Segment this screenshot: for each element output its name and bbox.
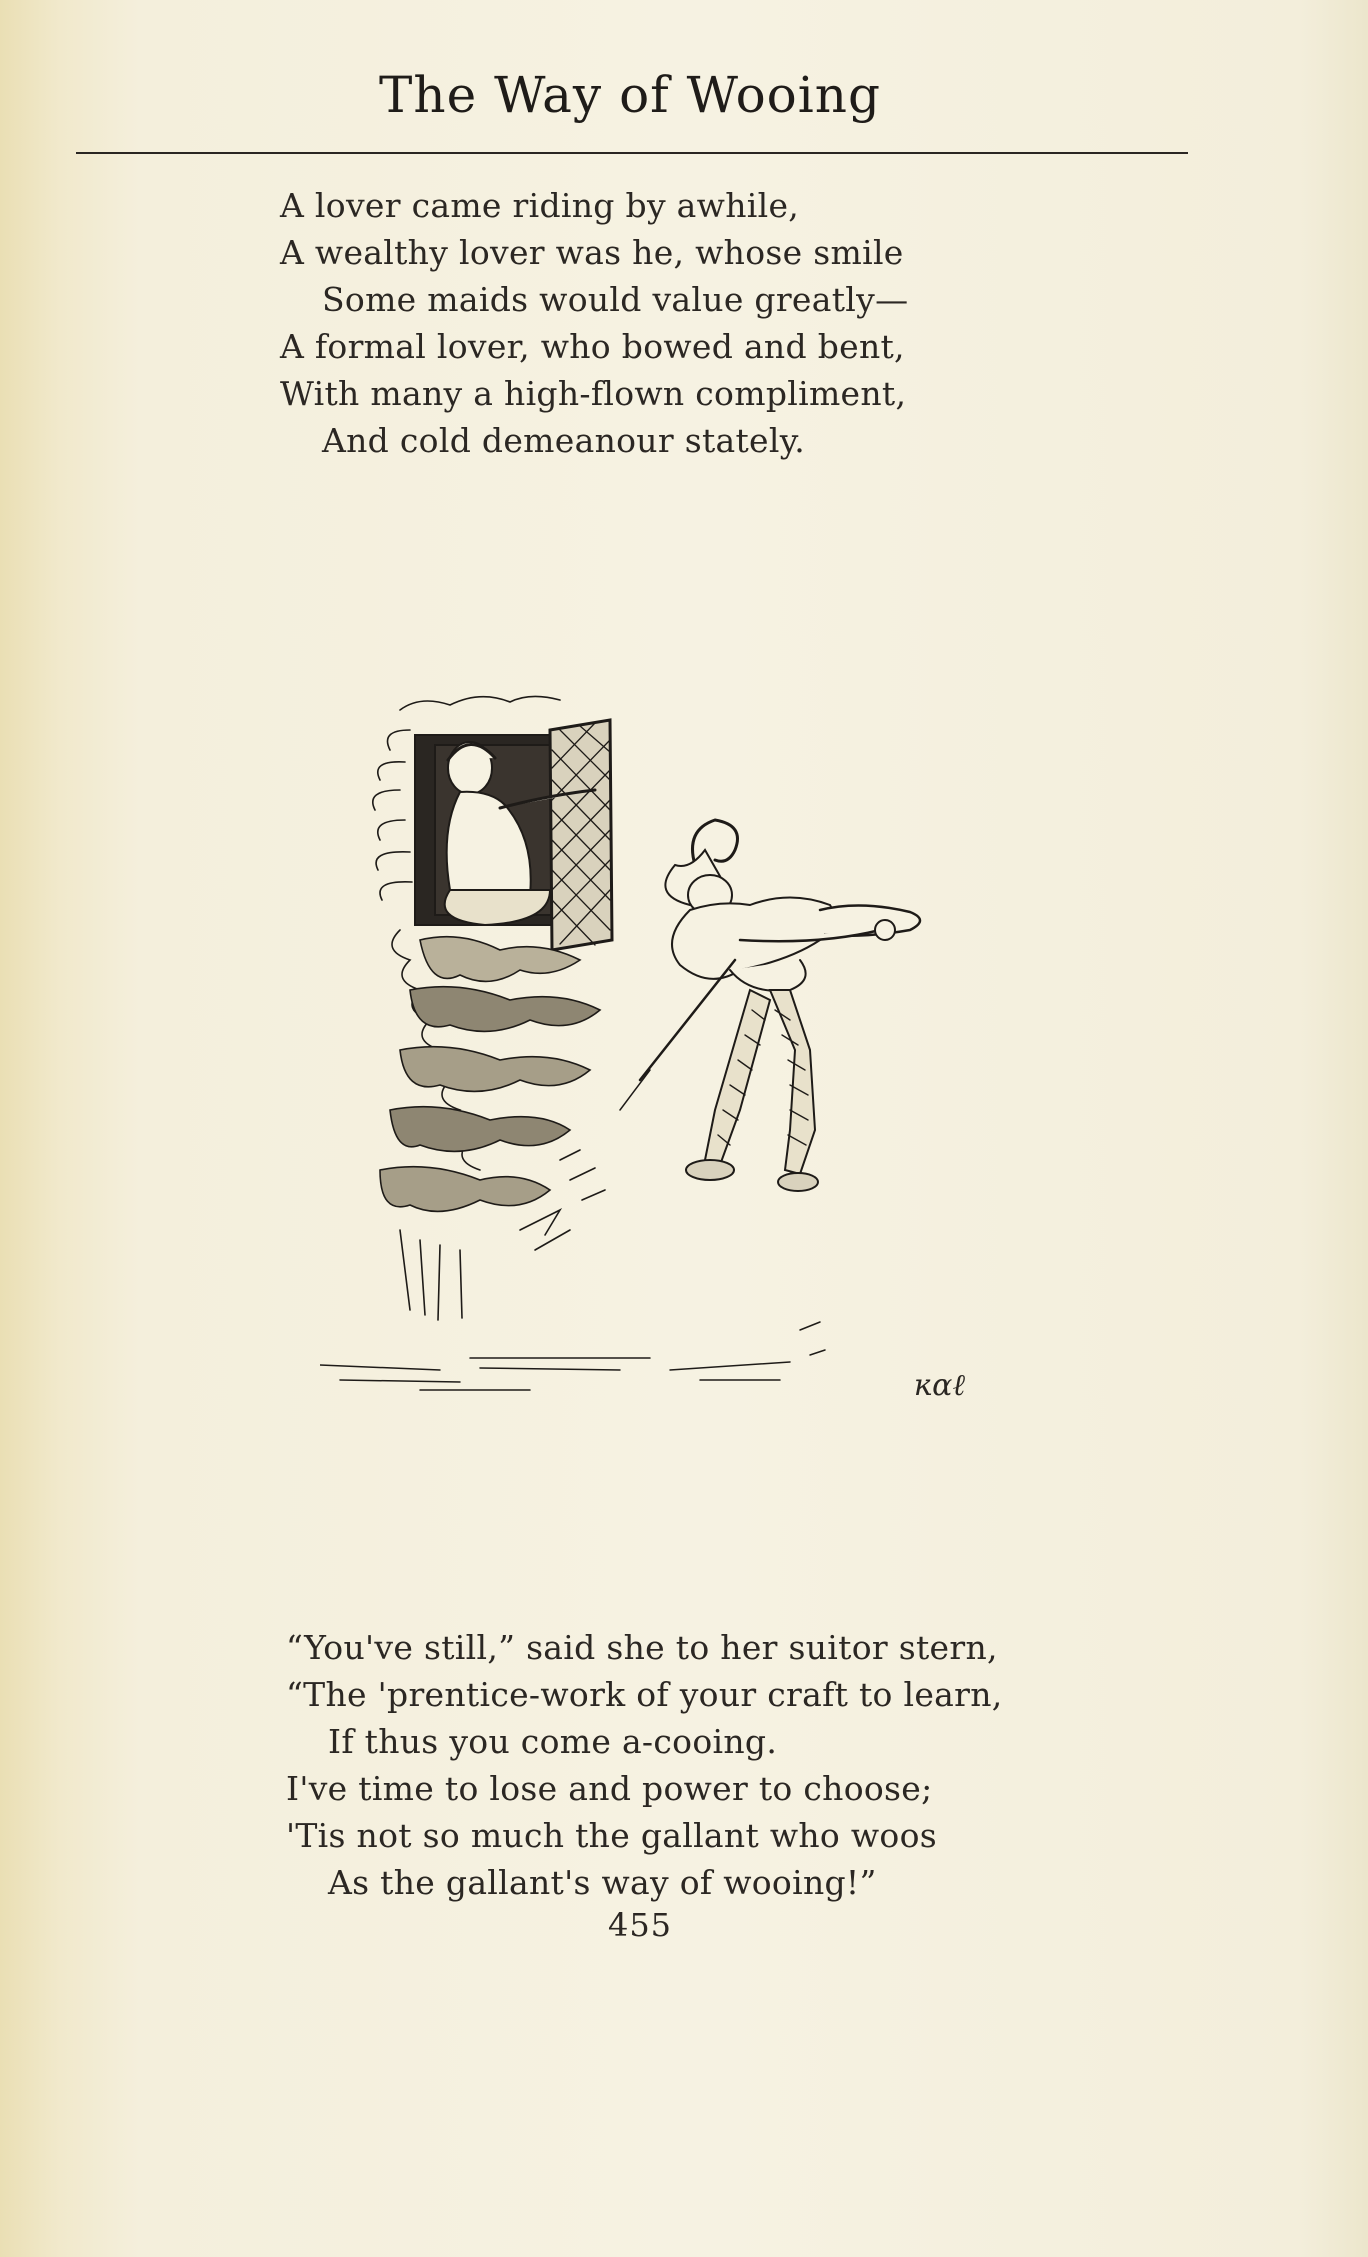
verse-line: A wealthy lover was he, whose smile <box>280 233 904 272</box>
verse-line: 'Tis not so much the gallant who woos <box>286 1816 937 1855</box>
verse-line: A lover came riding by awhile, <box>280 186 800 225</box>
stanza-two <box>286 1624 1003 1906</box>
stanza-one <box>280 182 908 464</box>
verse-line: Some maids would value greatly— <box>322 280 909 319</box>
verse-line: “You've still,” said she to her suitor stern, <box>286 1628 998 1667</box>
page-number: 455 <box>607 1906 673 1944</box>
verse-line: As the gallant's way of wooing!” <box>328 1863 877 1902</box>
verse-line: A formal lover, who bowed and bent, <box>280 327 905 366</box>
header-rule <box>76 152 1188 154</box>
artist-monogram: ĸαℓ <box>914 1368 965 1403</box>
verse-line: I've time to lose and power to choose; <box>286 1769 933 1808</box>
ground-lines <box>320 1322 825 1390</box>
suitor-figure <box>620 820 920 1191</box>
running-head-title: The Way of Wooing <box>379 66 881 124</box>
verse-line: If thus you come a-cooing. <box>328 1722 778 1761</box>
verse-line: And cold demeanour stately. <box>322 421 806 460</box>
illustration-suitor-and-maid <box>320 690 980 1410</box>
verse-line: With many a high-flown compliment, <box>280 374 907 413</box>
verse-line: “The 'prentice-work of your craft to learn, <box>286 1675 1003 1714</box>
